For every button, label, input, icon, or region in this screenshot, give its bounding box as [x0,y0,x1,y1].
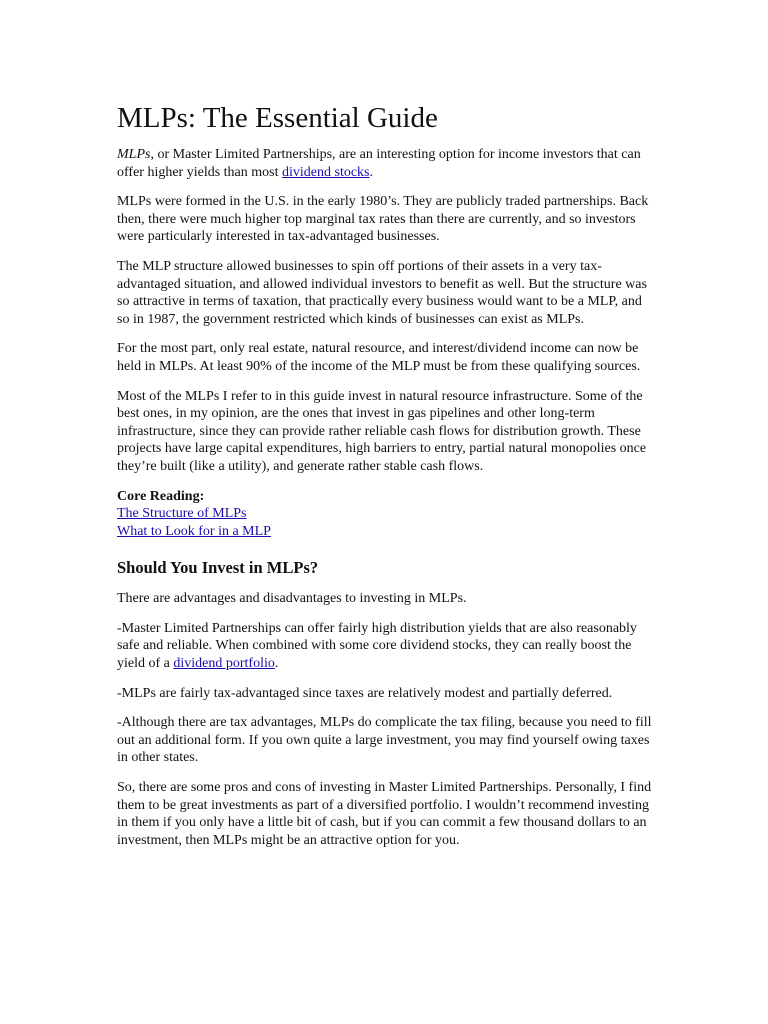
core-reading [117,488,653,541]
yield-text: -Master Limited Partnerships can offer fairly high distribution yields that are also reasonably safe and reliable. When combined with some core dividend stocks, they can really boost the yield of a [117,620,637,672]
intro-text-end: . [369,164,373,180]
infrastructure-paragraph: Most of the MLPs I refer to in this guide invest in natural resource infrastructure. Some of the best ones, in my opinion, are the ones that invest in gas pipelines and other long-term infrastructure, since they can provide rather reliable cash flows for distribution growth. These projects have large capital expenditures, high barriers to entry, partial natural monopolies once they’re built (like a utility), and generate rather stable cash flows. [117,388,647,474]
tax-advantage-paragraph: -MLPs are fairly tax-advantaged since taxes are relatively modest and partially deferred. [117,685,613,701]
core-reading-title: Core Reading: [117,488,205,504]
intro-emphasis: MLPs [117,147,151,162]
dividend-portfolio-link[interactable]: dividend portfolio [173,656,275,672]
page-title: MLPs: The Essential Guide [117,102,438,134]
dividend-stocks-link[interactable]: dividend stocks [282,164,370,180]
advantages-intro-paragraph: There are advantages and disadvantages to investing in MLPs. [117,591,467,607]
yield-text-end: . [274,656,279,672]
intro-paragraph [117,146,653,181]
qualifying-income-paragraph: For the most part, only real estate, natural resource, and interest/dividend income can now be held in MLPs. At least 90% of the income of the MLP must be from these qualifying sources. [117,341,641,374]
structure-paragraph: The MLP structure allowed businesses to spin off portions of their assets in a very tax-advantaged situation, and allowed individual investors to benefit as well. But the structure was so attractive in terms of taxation, that practically every business would want to be a MLP, and so in 1987, the government restricted which kinds of businesses can exist as MLPs. [117,258,647,327]
structure-of-mlps-link[interactable]: The Structure of MLPs [117,506,247,522]
tax-filing-paragraph: -Although there are tax advantages, MLPs do complicate the tax filing, because you need to fill out an additional form. If you own quite a large investment, you may find yourself owing taxes in other states. [117,715,652,766]
yield-paragraph [117,620,653,673]
section-heading: Should You Invest in MLPs? [117,558,319,578]
intro-text: , or Master Limited Partnerships, are an interesting option for income investors that can offer higher yields than most [117,147,641,180]
what-to-look-for-link[interactable]: What to Look for in a MLP [117,523,271,539]
history-paragraph: MLPs were formed in the U.S. in the early 1980’s. They are publicly traded partnerships. Back then, there were much higher top marginal tax rates than there are currently, and so investors were particularly interested in tax-advantaged businesses. [117,194,649,245]
conclusion-paragraph: So, there are some pros and cons of investing in Master Limited Partnerships. Personally, I find them to be great investments as part of a diversified portfolio. I wouldn’t recommend investing in them if you only have a little bit of cash, but if you can commit a few thousand dollars to an investment, then MLPs might be an attractive option for you. [117,780,652,848]
